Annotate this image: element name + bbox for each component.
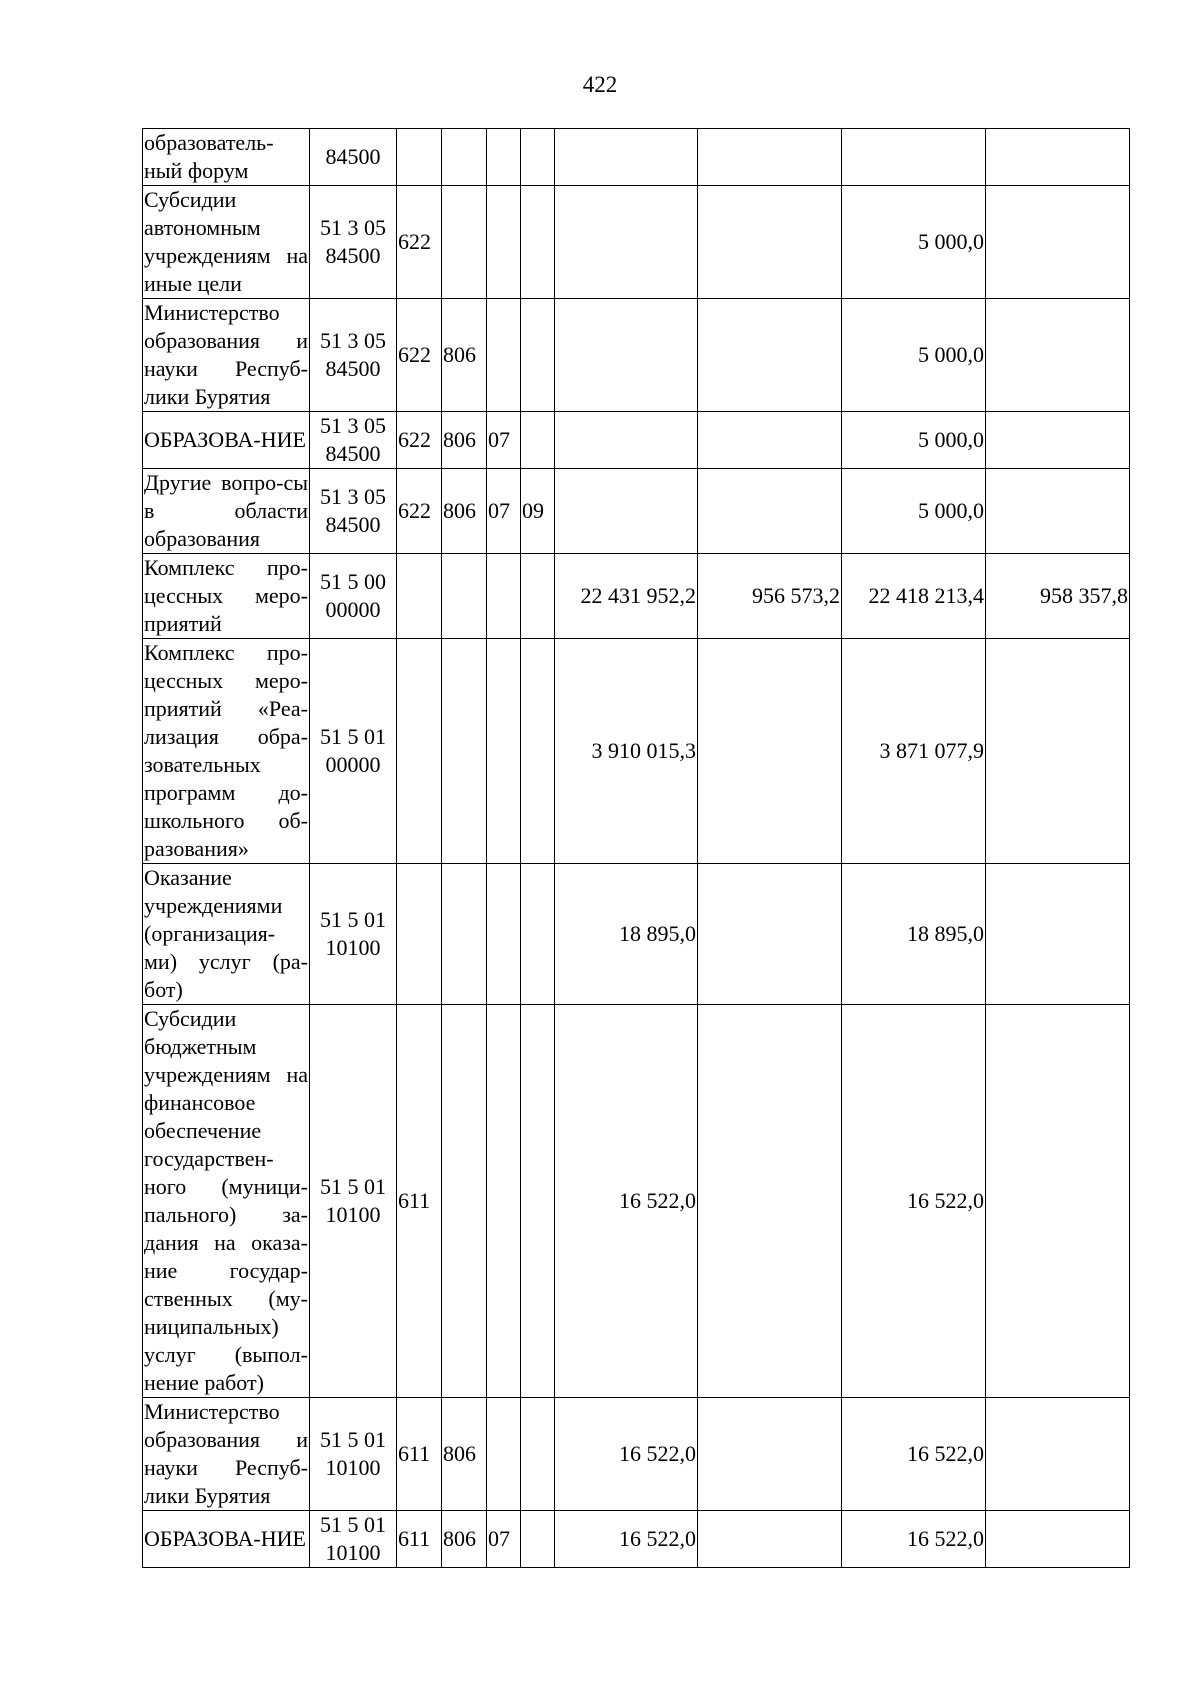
row-grbs: 806	[442, 1398, 487, 1511]
target-code-part: 00000	[325, 752, 381, 777]
row-name: Субсидии автономным учреждениям на иные цели	[143, 186, 310, 299]
row-name: Комплекс про-цессных меро-приятий	[143, 554, 310, 639]
row-value-1: 3 910 015,3	[555, 639, 698, 864]
row-rz	[487, 1005, 521, 1398]
target-code-part: 51 3 05	[320, 413, 386, 438]
row-value-4	[986, 1005, 1130, 1398]
row-name: Министерство образования и науки Респуб-лики Бурятия	[143, 1398, 310, 1511]
row-grbs	[442, 639, 487, 864]
row-value-4	[986, 864, 1130, 1005]
row-pr	[521, 864, 555, 1005]
row-pr	[521, 129, 555, 186]
row-value-2	[698, 129, 842, 186]
target-code-part: 51 3 05	[320, 215, 386, 240]
row-vr	[397, 554, 442, 639]
row-value-3: 3 871 077,9	[842, 639, 986, 864]
row-value-4	[986, 412, 1130, 469]
row-grbs	[442, 554, 487, 639]
row-target-code	[310, 299, 397, 412]
row-vr	[397, 639, 442, 864]
target-code-part: 10100	[325, 1202, 381, 1227]
row-target-code	[310, 129, 397, 186]
target-code-part: 00000	[325, 597, 381, 622]
row-value-2	[698, 299, 842, 412]
row-vr	[397, 129, 442, 186]
row-pr	[521, 639, 555, 864]
target-code-part: 84500	[325, 512, 381, 537]
row-value-3: 16 522,0	[842, 1005, 986, 1398]
row-value-3: 5 000,0	[842, 299, 986, 412]
row-pr	[521, 554, 555, 639]
row-rz: 07	[487, 469, 521, 554]
row-value-1	[555, 129, 698, 186]
table-row	[143, 1511, 1130, 1568]
row-vr: 622	[397, 469, 442, 554]
row-value-2	[698, 186, 842, 299]
table-row	[143, 129, 1130, 186]
row-name: Оказание учреждениями (организация-ми) услуг (ра-бот)	[143, 864, 310, 1005]
target-code-part: 51 5 01	[320, 1174, 386, 1199]
row-value-4	[986, 469, 1130, 554]
row-value-4	[986, 1511, 1130, 1568]
target-code-part: 51 5 01	[320, 724, 386, 749]
row-value-3: 22 418 213,4	[842, 554, 986, 639]
row-value-4	[986, 129, 1130, 186]
row-grbs: 806	[442, 412, 487, 469]
row-value-3	[842, 129, 986, 186]
row-value-1	[555, 299, 698, 412]
row-target-code	[310, 186, 397, 299]
table-row	[143, 554, 1130, 639]
row-name: Комплекс про-цессных меро-приятий «Реа-лизация обра-зовательных программ до-школьного об-разования»	[143, 639, 310, 864]
row-rz: 07	[487, 1511, 521, 1568]
target-code-part: 10100	[325, 1540, 381, 1565]
row-value-4	[986, 1398, 1130, 1511]
row-rz	[487, 186, 521, 299]
row-vr: 611	[397, 1511, 442, 1568]
table-row	[143, 864, 1130, 1005]
row-vr: 611	[397, 1398, 442, 1511]
row-value-4	[986, 639, 1130, 864]
row-value-1: 18 895,0	[555, 864, 698, 1005]
target-code-part: 10100	[325, 935, 381, 960]
row-value-1: 16 522,0	[555, 1511, 698, 1568]
row-value-4	[986, 186, 1130, 299]
row-value-3: 16 522,0	[842, 1398, 986, 1511]
row-vr: 622	[397, 299, 442, 412]
row-grbs	[442, 186, 487, 299]
row-target-code	[310, 1511, 397, 1568]
target-code-part: 51 5 01	[320, 907, 386, 932]
target-code-part: 84500	[325, 144, 381, 169]
table-row	[143, 299, 1130, 412]
row-target-code	[310, 412, 397, 469]
row-grbs	[442, 864, 487, 1005]
row-value-1	[555, 469, 698, 554]
row-grbs	[442, 129, 487, 186]
row-target-code	[310, 639, 397, 864]
target-code-part: 51 5 01	[320, 1427, 386, 1452]
row-vr	[397, 864, 442, 1005]
row-pr	[521, 186, 555, 299]
row-name: Министерство образования и науки Респуб-лики Бурятия	[143, 299, 310, 412]
row-target-code	[310, 1005, 397, 1398]
row-rz	[487, 299, 521, 412]
row-pr	[521, 1511, 555, 1568]
row-rz	[487, 639, 521, 864]
row-value-1: 16 522,0	[555, 1398, 698, 1511]
table-row	[143, 186, 1130, 299]
row-value-1: 22 431 952,2	[555, 554, 698, 639]
budget-table	[142, 128, 1130, 1568]
row-grbs	[442, 1005, 487, 1398]
row-value-2	[698, 469, 842, 554]
row-pr	[521, 412, 555, 469]
row-value-3: 5 000,0	[842, 469, 986, 554]
row-pr	[521, 299, 555, 412]
row-value-3: 18 895,0	[842, 864, 986, 1005]
row-pr: 09	[521, 469, 555, 554]
row-vr: 611	[397, 1005, 442, 1398]
row-name: образователь-ный форум	[143, 129, 310, 186]
row-value-2: 956 573,2	[698, 554, 842, 639]
row-value-2	[698, 864, 842, 1005]
row-name: ОБРАЗОВА-НИЕ	[143, 412, 310, 469]
row-name: ОБРАЗОВА-НИЕ	[143, 1511, 310, 1568]
row-value-2	[698, 412, 842, 469]
table-row	[143, 412, 1130, 469]
target-code-part: 51 5 00	[320, 569, 386, 594]
row-pr	[521, 1005, 555, 1398]
table-row	[143, 469, 1130, 554]
page-number: 422	[582, 72, 618, 97]
row-target-code	[310, 469, 397, 554]
row-value-1	[555, 412, 698, 469]
row-rz	[487, 864, 521, 1005]
target-code-part: 84500	[325, 243, 381, 268]
table-row	[143, 1398, 1130, 1511]
row-value-3: 5 000,0	[842, 412, 986, 469]
row-name: Другие вопро-сы в области образования	[143, 469, 310, 554]
row-value-1: 16 522,0	[555, 1005, 698, 1398]
row-vr: 622	[397, 412, 442, 469]
row-value-1	[555, 186, 698, 299]
row-pr	[521, 1398, 555, 1511]
row-target-code	[310, 864, 397, 1005]
target-code-part: 51 3 05	[320, 484, 386, 509]
row-grbs: 806	[442, 299, 487, 412]
row-target-code	[310, 1398, 397, 1511]
row-value-2	[698, 1511, 842, 1568]
row-vr: 622	[397, 186, 442, 299]
target-code-part: 10100	[325, 1455, 381, 1480]
row-value-2	[698, 1398, 842, 1511]
target-code-part: 51 3 05	[320, 328, 386, 353]
row-rz	[487, 554, 521, 639]
row-value-3: 16 522,0	[842, 1511, 986, 1568]
target-code-part: 84500	[325, 356, 381, 381]
row-rz	[487, 129, 521, 186]
row-value-2	[698, 1005, 842, 1398]
table-row	[143, 1005, 1130, 1398]
row-grbs: 806	[442, 1511, 487, 1568]
row-value-3: 5 000,0	[842, 186, 986, 299]
row-rz: 07	[487, 412, 521, 469]
target-code-part: 51 5 01	[320, 1512, 386, 1537]
table-row	[143, 639, 1130, 864]
row-value-4: 958 357,8	[986, 554, 1130, 639]
row-target-code	[310, 554, 397, 639]
row-value-4	[986, 299, 1130, 412]
row-grbs: 806	[442, 469, 487, 554]
row-value-2	[698, 639, 842, 864]
table-body	[143, 129, 1130, 1568]
target-code-part: 84500	[325, 441, 381, 466]
row-rz	[487, 1398, 521, 1511]
row-name: Субсидии бюджетным учреждениям на финансовое обеспечение государствен-ного (муници-пального) за-дания на оказа-ние государ-ственных (му-ниципальных) услуг (выпол-нение работ)	[143, 1005, 310, 1398]
